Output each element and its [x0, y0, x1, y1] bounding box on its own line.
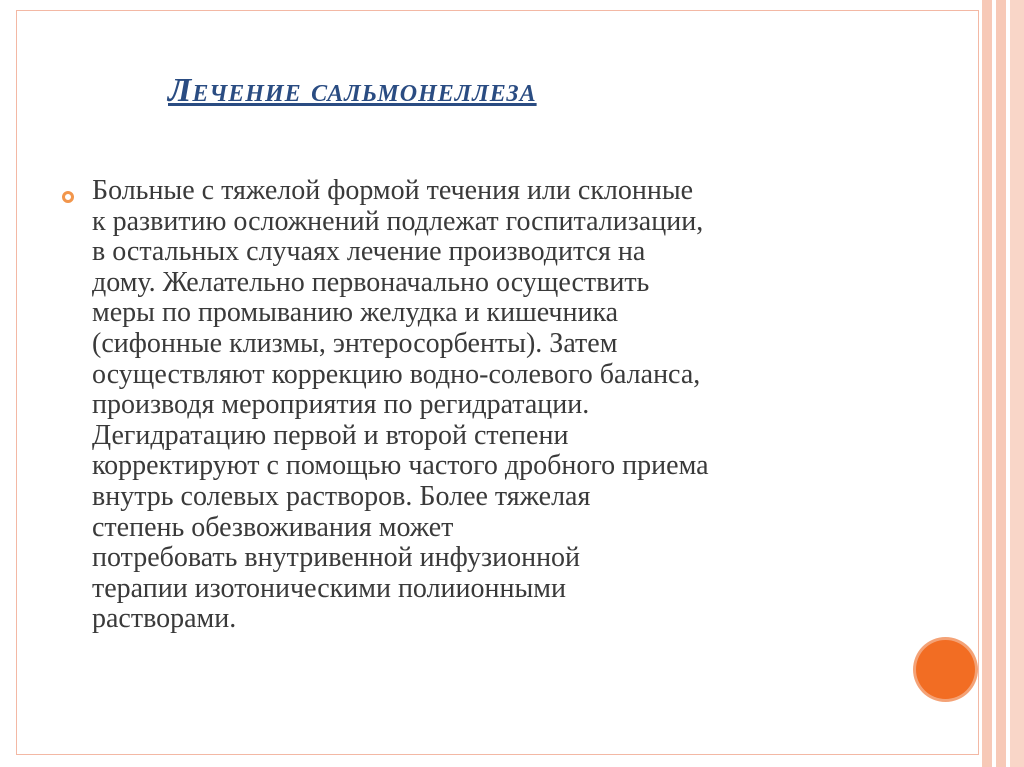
- body-line: осуществляют коррекцию водно-солевого баланса,: [92, 358, 701, 390]
- body-paragraph: [92, 176, 882, 635]
- body-line: растворами.: [92, 603, 237, 635]
- decorative-stripe: [996, 0, 1006, 767]
- decorative-circle-icon: [916, 640, 975, 699]
- bullet-icon: [62, 191, 74, 203]
- body-line: к развитию осложнений подлежат госпитализации,: [92, 205, 704, 237]
- body-line: в остальных случаях лечение производится на: [92, 236, 646, 268]
- body-line: Дегидратацию первой и второй степени: [92, 419, 569, 451]
- body-line: меры по промыванию желудка и кишечника: [92, 297, 619, 329]
- body-line: дому. Желательно первоначально осуществить: [92, 266, 650, 298]
- bullet-list: [62, 176, 882, 635]
- body-line: производя мероприятия по регидратации.: [92, 389, 590, 421]
- decorative-stripe: [982, 0, 992, 767]
- body-line: корректируют с помощью частого дробного приема: [92, 450, 709, 482]
- decorative-stripe: [1010, 0, 1024, 767]
- body-line: терапии изотоническими полиионными: [92, 572, 566, 604]
- body-line: (сифонные клизмы, энтеросорбенты). Затем: [92, 327, 618, 359]
- body-line: Больные с тяжелой формой течения или склонные: [92, 175, 694, 206]
- slide-title: Лечение сальмонеллеза: [168, 72, 537, 109]
- body-line: внутрь солевых растворов. Более тяжелая: [92, 480, 591, 512]
- body-line: потребовать внутривенной инфузионной: [92, 542, 581, 574]
- body-line: степень обезвоживания может: [92, 511, 454, 543]
